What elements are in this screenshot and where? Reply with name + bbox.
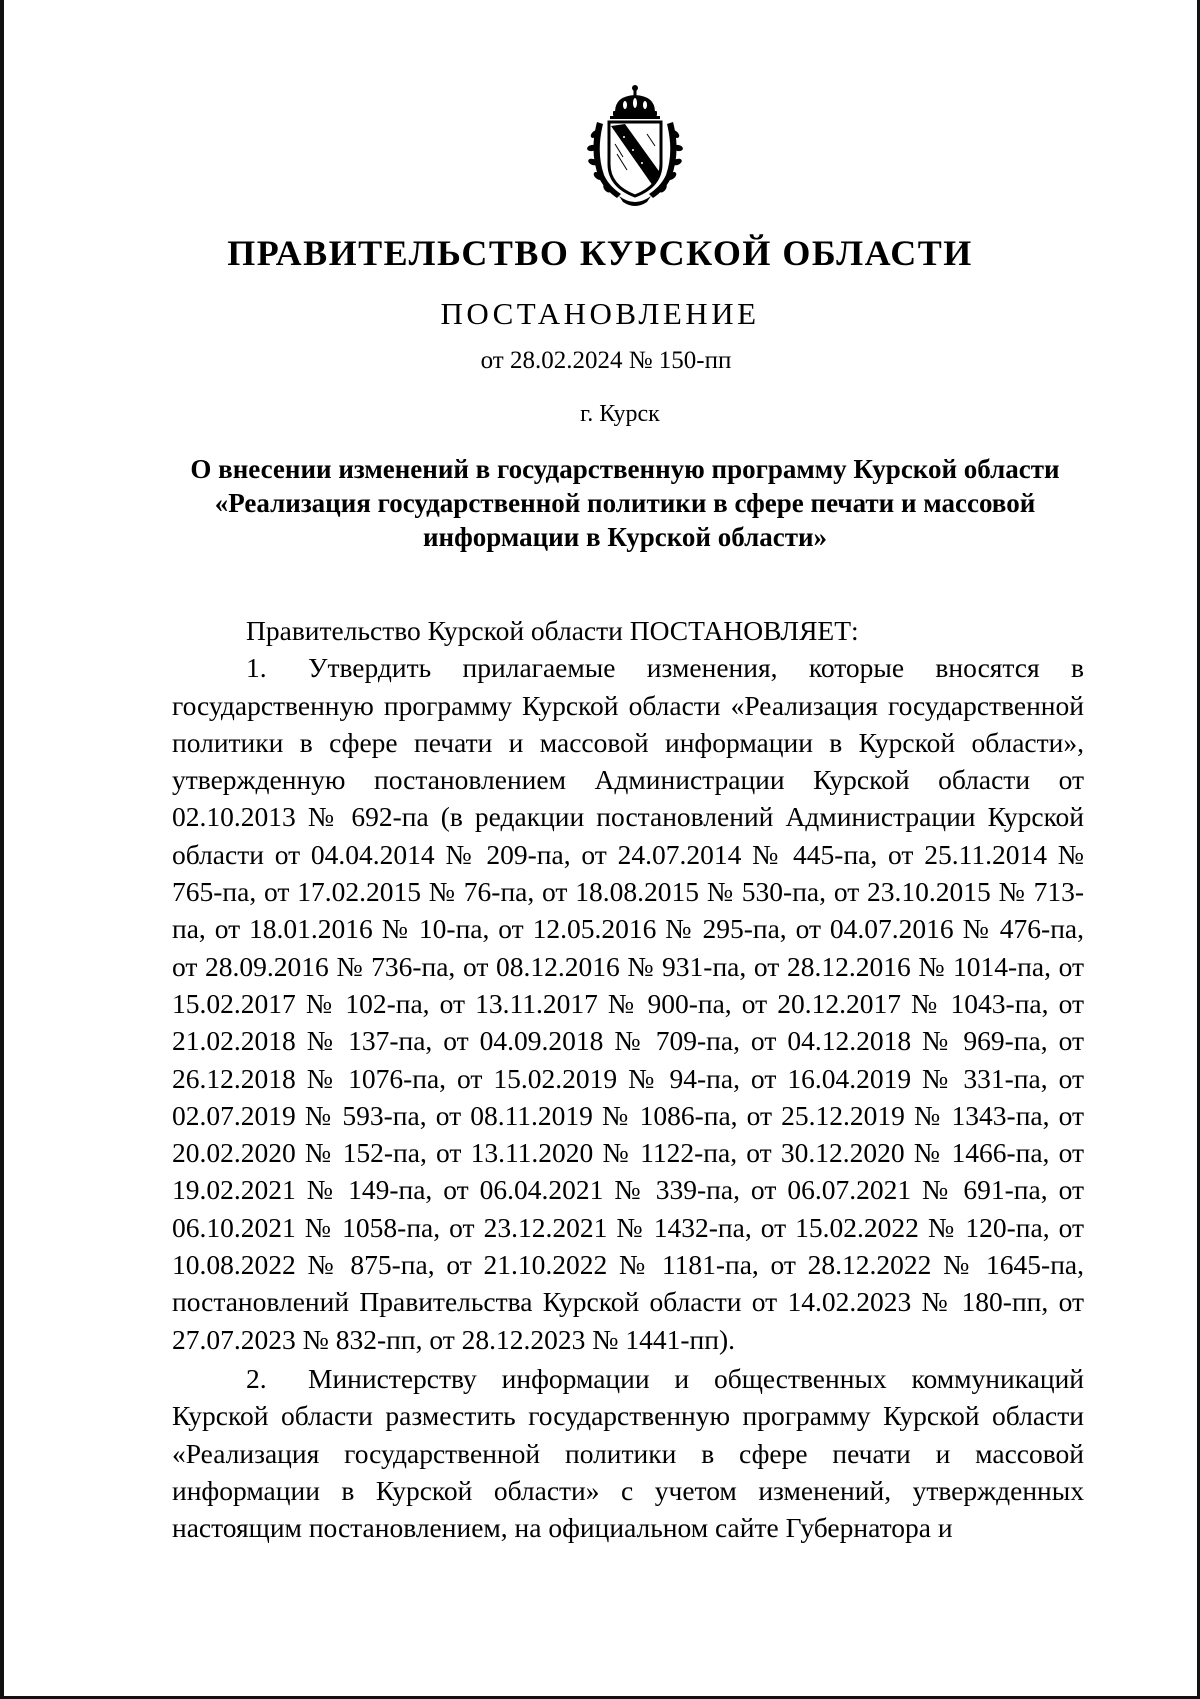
document-city: г. Курск bbox=[580, 401, 660, 427]
preamble: Правительство Курской области ПОСТАНОВЛЯЕТ: bbox=[246, 615, 859, 646]
document-type: ПОСТАНОВЛЕНИЕ bbox=[440, 296, 760, 331]
item-number: 1. bbox=[246, 652, 267, 684]
document-date-number: от 28.02.2024 № 150-пп bbox=[480, 347, 732, 374]
item-text: Министерству информации и общественных коммуникаций Курской области разместить государственную программу Курской области «Реализация государственной политики в сфере печати и массовой информации в Курской области» с учетом изменений, утвержденных настоящим постановлением, на официальном сайте Губернатора и bbox=[172, 1362, 1084, 1544]
item-text: Утвердить прилагаемые изменения, которые вносятся в государственную программу Курской области «Реализация государственной политики в сфере печати и массовой информации в Курской области», утвержденную постановлением Администрации Курской области от 02.10.2013 № 692-па (в редакции постановлений Администрации Курской области от 04.04.2014 № 209-па, от 24.07.2014 № 445-па, от 25.11.2014 № 765-па, от 17.02.2015 № 76-па, от 18.08.2015 № 530-па, от 23.10.2015 № 713-па, от 18.01.2016 № 10-па, от 12.05.2016 № 295-па, от 04.07.2016 № 476-па, от 28.09.2016 № 736-па, от 08.12.2016 № 931-па, от 28.12.2016 № 1014-па, от 15.02.2017 № 102-па, от 13.11.2017 № 900-па, от 20.12.2017 № 1043-па, от 21.02.2018 № 137-па, от 04.09.2018 № 709-па, от 04.12.2018 № 969-па, от 26.12.2018 № 1076-па, от 15.02.2019 № 94-па, от 16.04.2019 № 331-па, от 02.07.2019 № 593-па, от 08.11.2019 № 1086-па, от 25.12.2019 № 1343-па, от 20.02.2020 № 152-па, от 13.11.2020 № 1122-па, от 30.12.2020 № 1466-па, от 19.02.2021 № 149-па, от 06.04.2021 № 339-па, от 06.07.2021 № 691-па, от 06.10.2021 № 1058-па, от 23.12.2021 № 1432-па, от 15.02.2022 № 120-па, от 10.08.2022 № 875-па, от 21.10.2022 № 1181-па, от 28.12.2022 № 1645-па, постановлений Правительства Курской области от 14.02.2023 № 180-пп, от 27.07.2023 № 832-пп, от 28.12.2023 № 1441-пп). bbox=[172, 652, 1084, 1355]
item-number: 2. bbox=[246, 1362, 267, 1394]
kursk-coat-of-arms-icon bbox=[575, 82, 695, 212]
list-item bbox=[172, 649, 1084, 1358]
document-subject: О внесении изменений в государственную программу Курской области «Реализация государственной политики в сфере печати и массовой информации в Курской области» bbox=[190, 454, 1060, 552]
document-body bbox=[172, 612, 1084, 1546]
list-item bbox=[172, 1360, 1084, 1546]
organization-title: ПРАВИТЕЛЬСТВО КУРСКОЙ ОБЛАСТИ bbox=[227, 233, 973, 273]
